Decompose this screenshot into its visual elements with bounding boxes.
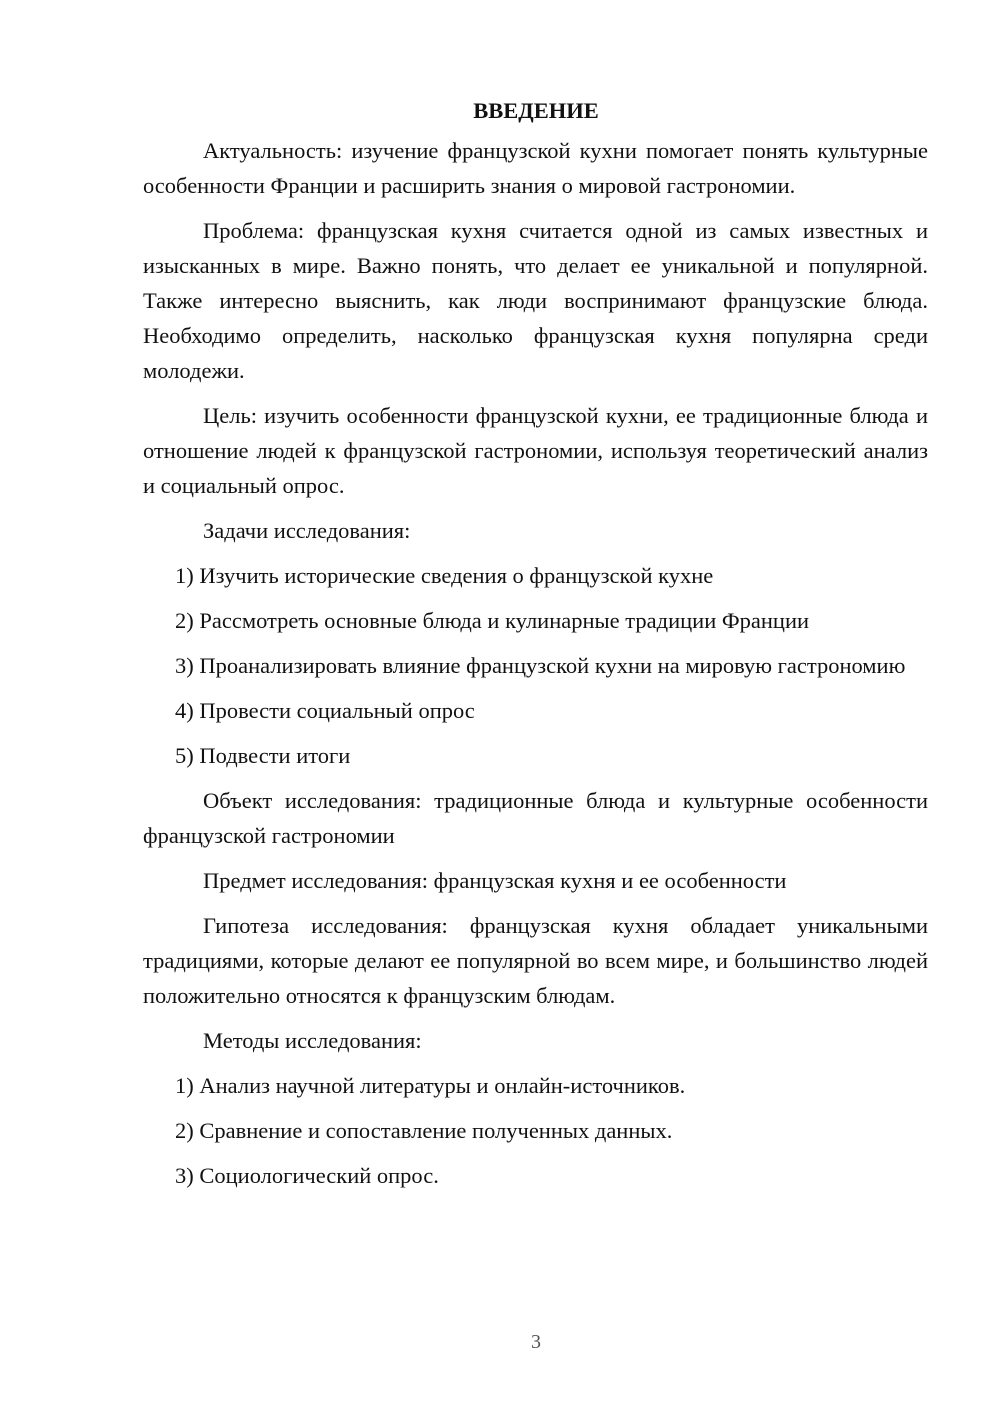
document-body [143, 93, 928, 1203]
method-item: 3) Социологический опрос. [175, 1163, 439, 1188]
task-item: 4) Провести социальный опрос [175, 698, 475, 723]
task-item: 3) Проанализировать влияние французской кухни на мировую гастрономию [175, 653, 906, 678]
problem-paragraph: Проблема: французская кухня считается одной из самых известных и изысканных в мире. Важно понять, что делает ее уникальной и популярной. Также интересно выяснить, как люди воспринимают французские блюда. Необходимо определить, насколько французская кухня популярна среди молодежи. [143, 218, 928, 383]
task-item: 2) Рассмотреть основные блюда и кулинарные традиции Франции [175, 608, 810, 633]
goal-paragraph: Цель: изучить особенности французской кухни, ее традиционные блюда и отношение людей к французской гастрономии, используя теоретический анализ и социальный опрос. [143, 403, 928, 498]
tasks-heading: Задачи исследования: [203, 518, 411, 543]
hypothesis-paragraph: Гипотеза исследования: французская кухня обладает уникальными традициями, которые делают ее популярной во всем мире, и большинство людей положительно относятся к французским блюдам. [143, 913, 928, 1008]
task-item: 1) Изучить исторические сведения о французской кухне [175, 563, 714, 588]
method-item: 2) Сравнение и сопоставление полученных данных. [175, 1118, 673, 1143]
method-item: 1) Анализ научной литературы и онлайн-источников. [175, 1073, 686, 1098]
task-item: 5) Подвести итоги [175, 743, 351, 768]
section-title: ВВЕДЕНИЕ [473, 98, 599, 123]
subject-paragraph: Предмет исследования: французская кухня и ее особенности [203, 868, 787, 893]
page-number: 3 [531, 1331, 541, 1353]
relevance-paragraph: Актуальность: изучение французской кухни помогает понять культурные особенности Франции и расширить знания о мировой гастрономии. [143, 138, 928, 198]
methods-heading: Методы исследования: [203, 1028, 422, 1053]
object-paragraph: Объект исследования: традиционные блюда и культурные особенности французской гастрономии [143, 788, 928, 848]
